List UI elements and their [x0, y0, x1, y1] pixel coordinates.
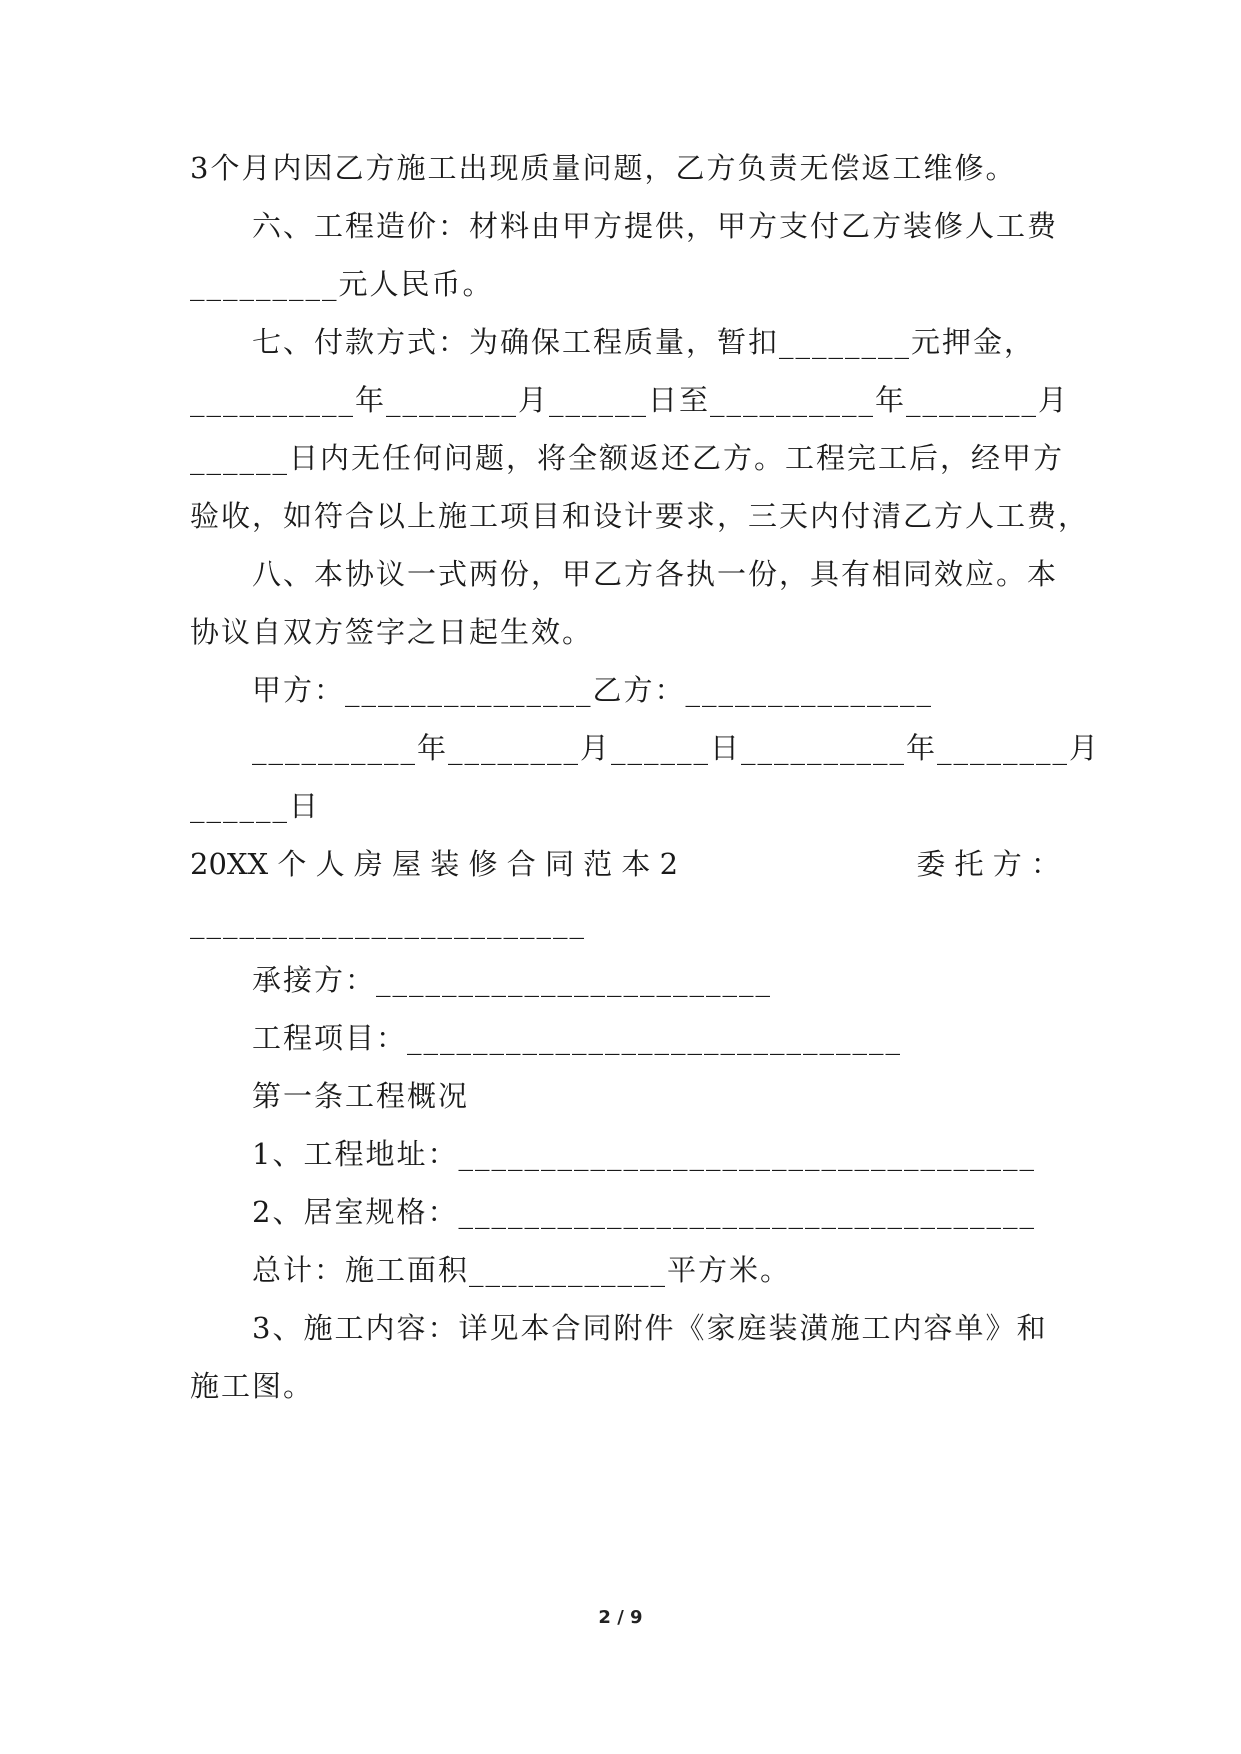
project-line: 工程项目：______________________________	[252, 1021, 903, 1055]
paragraph-line: _________元人民币。	[190, 267, 494, 301]
client-label: 委 托 方 ：	[916, 847, 1060, 881]
paragraph-line: 验收，如符合以上施工项目和设计要求，三天内付清乙方人工费，	[190, 499, 1090, 533]
address-line: 1、工程地址：___________________________________	[252, 1137, 1036, 1171]
paragraph-line: ______日内无任何问题，将全额返还乙方。工程完工后，经甲方	[190, 441, 1065, 475]
paragraph-line: __________年________月______日至__________年________月	[190, 383, 1070, 417]
paragraph-line: 3个月内因乙方施工出现质量问题，乙方负责无偿返工维修。	[190, 151, 1017, 185]
paragraph-line: 施工图。	[190, 1369, 315, 1403]
contractor-line: 承接方：________________________	[252, 963, 773, 997]
paragraph-line: 七、付款方式：为确保工程质量，暂扣________元押金，	[252, 325, 1036, 359]
paragraph-line: 3、施工内容：详见本合同附件《家庭装潢施工内容单》和	[252, 1311, 1048, 1345]
signature-line: 甲方：_______________乙方：_______________	[252, 673, 934, 707]
area-line: 总计：施工面积____________平方米。	[252, 1253, 792, 1287]
paragraph-line: 协议自双方签字之日起生效。	[190, 615, 594, 649]
contract-title-line	[190, 844, 1060, 884]
blank-line: ________________________	[190, 905, 586, 939]
paragraph-line: 八、本协议一式两份，甲乙方各执一份，具有相同效应。本	[252, 557, 1059, 591]
section-heading: 第一条工程概况	[252, 1079, 470, 1113]
page-number: 2 / 9	[598, 1607, 643, 1628]
date-line: ______日	[190, 789, 321, 823]
date-line: __________年________月______日__________年________月	[252, 731, 1101, 765]
paragraph-line: 六、工程造价：材料由甲方提供，甲方支付乙方装修人工费	[252, 209, 1059, 243]
contract-title: 20XX 个 人 房 屋 装 修 合 同 范 本 2	[190, 847, 679, 881]
room-spec-line: 2、居室规格：___________________________________	[252, 1195, 1036, 1229]
